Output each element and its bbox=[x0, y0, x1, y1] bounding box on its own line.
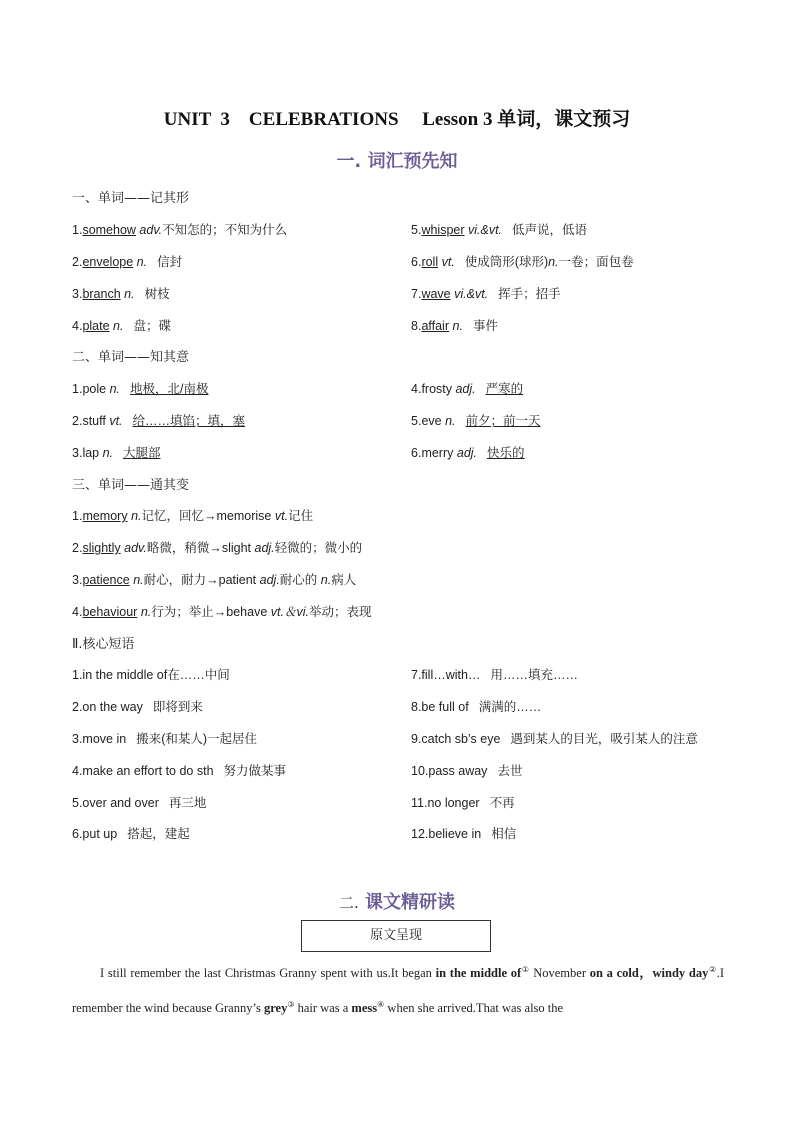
part3-heading: 三、单词——通其变 bbox=[72, 478, 190, 493]
list-item: 3.move in 搬来(和某人)一起居住 bbox=[72, 732, 258, 746]
vocab-word: behaviour bbox=[82, 605, 138, 619]
list-item: 5.eve n. 前夕；前一天 bbox=[411, 414, 541, 428]
page-title: UNIT 3 CELEBRATIONS Lesson 3 单词，课文预习 bbox=[163, 109, 631, 130]
vocab-word: whisper bbox=[421, 223, 465, 237]
list-item: 1.in the middle of在……中间 bbox=[72, 668, 230, 682]
vocab-word: slightly bbox=[82, 541, 121, 555]
answer-text: 快乐的 bbox=[487, 446, 525, 460]
list-item: 3.lap n. 大腿部 bbox=[72, 446, 161, 460]
list-item: 10.pass away 去世 bbox=[411, 764, 523, 778]
list-item: 6.merry adj. 快乐的 bbox=[411, 446, 525, 460]
list-item: 9.catch sb’s eye 遇到某人的目光，吸引某人的注意 bbox=[411, 732, 698, 746]
list-item: 6.roll vt. 使成筒形(球形)n.一卷；面包卷 bbox=[411, 255, 634, 269]
section-label: 词汇预先知 bbox=[367, 151, 458, 172]
vocab-word: memory bbox=[82, 509, 128, 523]
list-item: 2.on the way 即将到来 bbox=[72, 700, 203, 714]
section-number: 一. bbox=[336, 151, 362, 172]
answer-text: 前夕；前一天 bbox=[465, 414, 541, 428]
vocab-word: branch bbox=[82, 287, 121, 301]
list-item: 4.behaviour n.行为；举止→behave vt.＆vi.举动；表现 bbox=[72, 605, 372, 619]
part1-heading: 一、单词——记其形 bbox=[72, 191, 190, 206]
list-item: 1.memory n.记忆，回忆→memorise vt.记住 bbox=[72, 509, 314, 523]
list-item: 4.plate n. 盘；碟 bbox=[72, 319, 171, 333]
section-label: 课文精研读 bbox=[365, 892, 456, 913]
answer-text: 大腿部 bbox=[123, 446, 161, 460]
list-item: 4.make an effort to do sth 努力做某事 bbox=[72, 764, 287, 778]
vocab-word: patience bbox=[82, 573, 130, 587]
list-item: 1.pole n. 地极，北/南极 bbox=[72, 382, 209, 396]
section-heading-vocabulary bbox=[0, 147, 794, 173]
list-item: 7.wave vi.&vt. 挥手；招手 bbox=[411, 287, 561, 301]
list-item: 5.whisper vi.&vt. 低声说，低语 bbox=[411, 223, 588, 237]
list-item: 6.put up 搭起，建起 bbox=[72, 827, 190, 841]
list-item: 2.stuff vt. 给……填馅；填，塞 bbox=[72, 414, 246, 428]
list-item: 5.over and over 再三地 bbox=[72, 796, 207, 810]
list-item: 12.believe in 相信 bbox=[411, 827, 517, 841]
list-item: 8.affair n. 事件 bbox=[411, 319, 498, 333]
part4-heading: Ⅱ.核心短语 bbox=[72, 637, 135, 652]
answer-text: 地极，北/南极 bbox=[130, 382, 209, 396]
section-number: 二. bbox=[338, 894, 359, 912]
answer-text: 给……填馅；填，塞 bbox=[132, 414, 246, 428]
vocab-word: plate bbox=[82, 319, 110, 333]
list-item: 7.fill…with… 用……填充…… bbox=[411, 668, 578, 682]
passage-text: I still remember the last Christmas Granny spent with us.It began in the middle of① November on a cold，windy day②.I remember the wind because Granny’s grey③ hair was a mess④ when she arrived.That was also the bbox=[72, 965, 725, 1016]
list-item: 2.envelope n. 信封 bbox=[72, 255, 183, 269]
list-item: 4.frosty adj. 严寒的 bbox=[411, 382, 524, 396]
vocab-word: somehow bbox=[82, 223, 136, 237]
part2-heading: 二、单词——知其意 bbox=[72, 350, 190, 365]
original-text-box: 原文呈现 bbox=[301, 920, 491, 952]
list-item: 11.no longer 不再 bbox=[411, 796, 515, 810]
vocab-word: wave bbox=[421, 287, 451, 301]
section-heading-reading bbox=[0, 888, 794, 914]
list-item: 2.slightly adv.略微，稍微→slight adj.轻微的；微小的 bbox=[72, 541, 363, 555]
list-item: 8.be full of 满满的…… bbox=[411, 700, 542, 714]
list-item: 3.patience n.耐心，耐力→patient adj.耐心的 n.病人 bbox=[72, 573, 357, 587]
vocab-word: affair bbox=[421, 319, 450, 333]
vocab-word: envelope bbox=[82, 255, 134, 269]
list-item: 1.somehow adv.不知怎的；不知为什么 bbox=[72, 223, 288, 237]
vocab-word: roll bbox=[421, 255, 439, 269]
list-item: 3.branch n. 树枝 bbox=[72, 287, 170, 301]
answer-text: 严寒的 bbox=[485, 382, 524, 396]
